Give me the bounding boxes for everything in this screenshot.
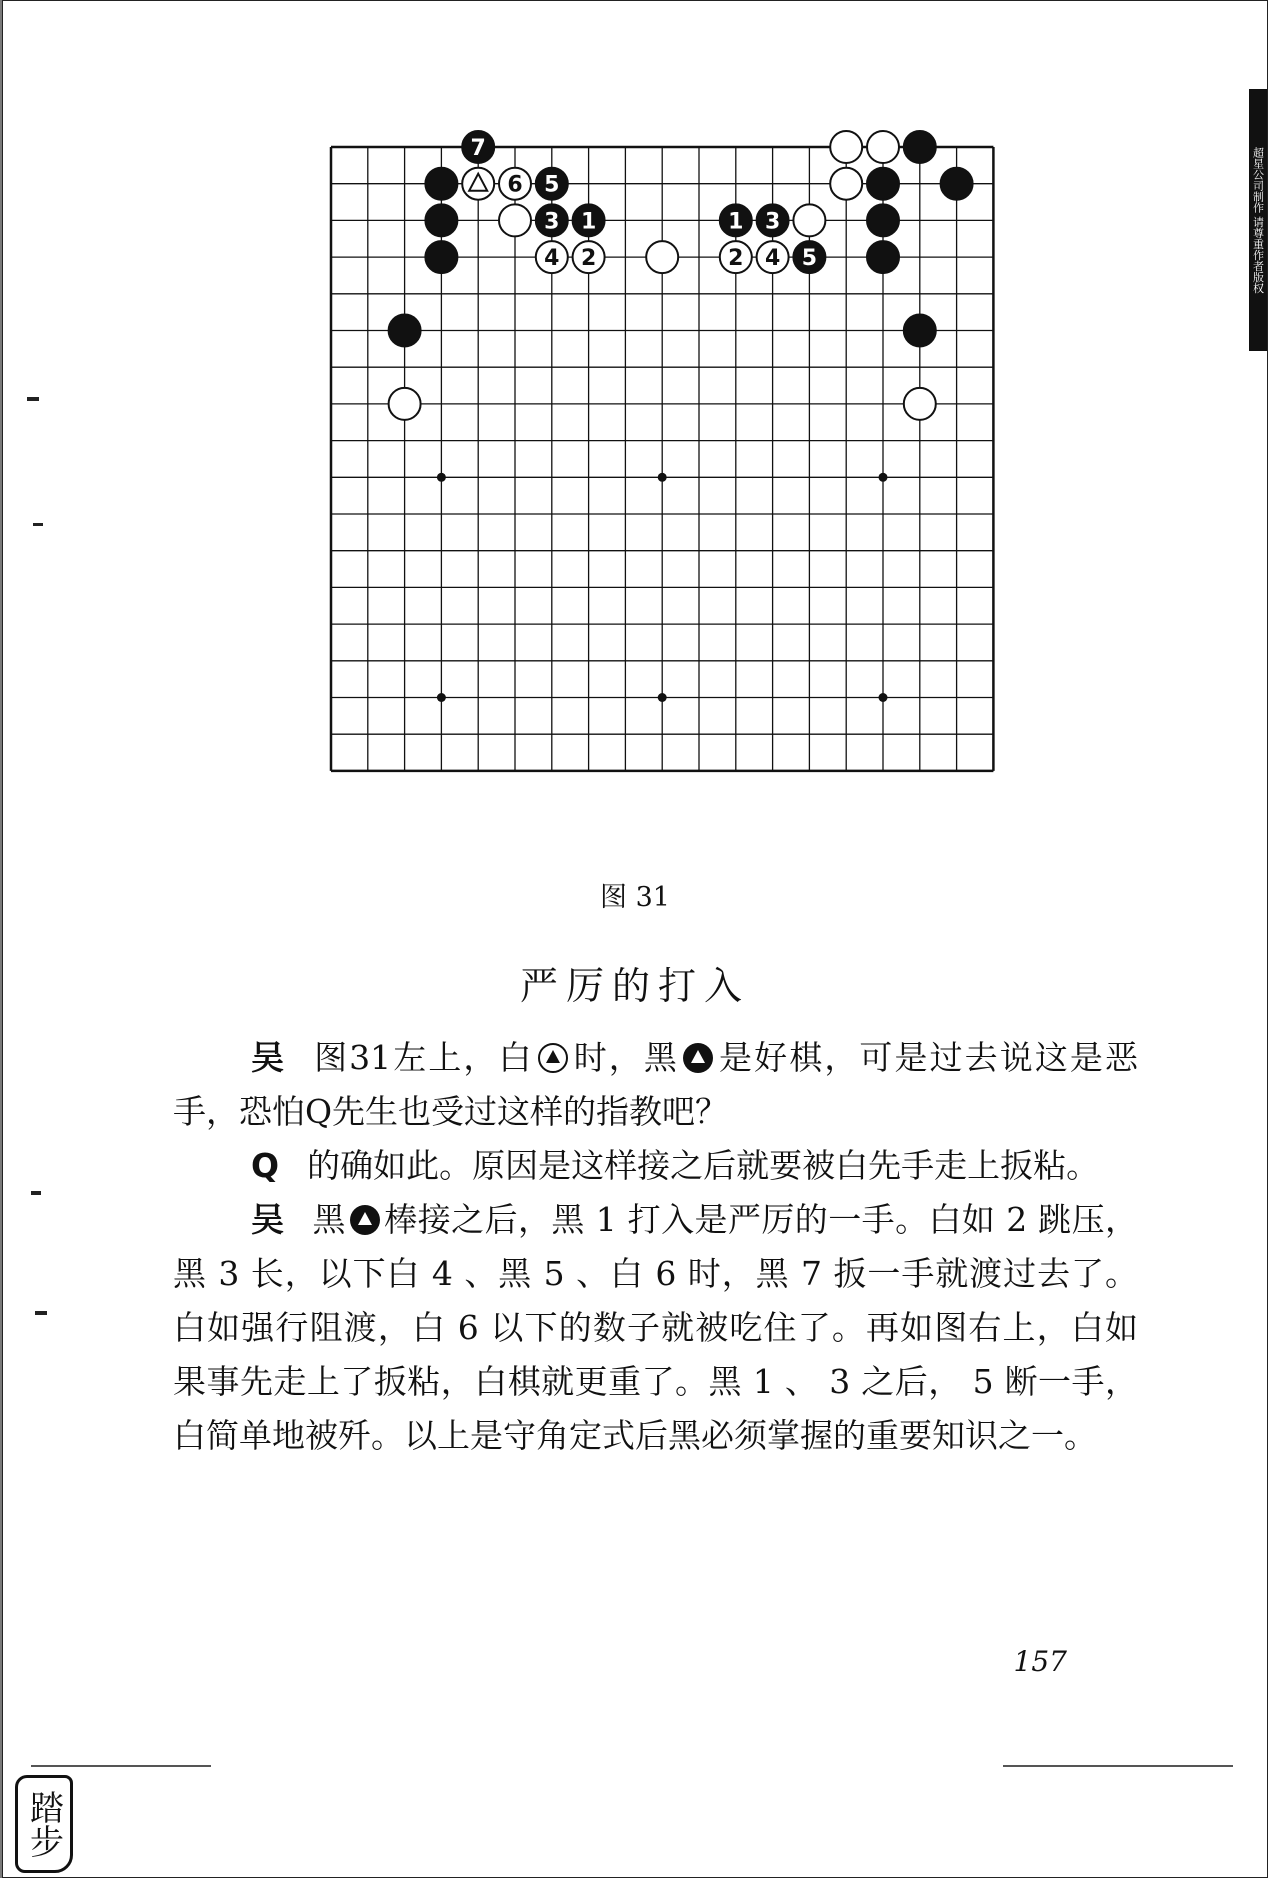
move-number: 2 [728, 246, 744, 272]
move-number: 5 [544, 172, 560, 198]
black-stone [425, 241, 457, 273]
page-number: 157 [1013, 1645, 1067, 1678]
scan-speck [27, 397, 39, 401]
footer-rule-left [31, 1765, 211, 1767]
star-point [437, 693, 446, 702]
go-board-diagram [323, 123, 1003, 823]
black-stone [904, 131, 936, 163]
move-number: 2 [580, 246, 597, 272]
black-stone [867, 168, 899, 200]
black-stone [867, 204, 899, 236]
speaker-label: Q [251, 1146, 280, 1185]
white-stone [646, 241, 678, 273]
scan-speck [31, 1191, 41, 1195]
scan-speck [33, 523, 43, 526]
speaker-label: 吴 [251, 1200, 285, 1239]
paragraph-2 [173, 1139, 1138, 1193]
white-stone [389, 388, 421, 420]
paragraph-text: 黑 [312, 1200, 346, 1239]
white-stone [793, 204, 825, 236]
figure-caption: 图 31 [600, 882, 670, 913]
seal-stamp: 踏步 [15, 1775, 73, 1873]
speaker-label: 吴 [251, 1038, 287, 1077]
scan-speck [35, 1311, 47, 1315]
side-banner: 超星公司制作 请尊重作者版权 [1249, 89, 1267, 351]
black-triangle-stone-icon [683, 1043, 713, 1073]
white-stone [904, 388, 936, 420]
black-stone [867, 241, 899, 273]
star-point [879, 473, 888, 482]
move-number: 4 [544, 246, 560, 272]
section-title: 严厉的打入 [519, 964, 750, 1008]
move-number: 3 [764, 209, 781, 235]
move-number: 4 [764, 246, 781, 272]
star-point [437, 473, 446, 482]
paragraph-text: 是好棋，可是过去说这是恶手，恐怕Q先生也受过这样的指教吧？ [173, 1038, 1139, 1131]
black-stone [389, 315, 421, 347]
white-stone [867, 131, 899, 163]
move-number: 1 [728, 209, 744, 235]
move-number: 3 [544, 209, 560, 235]
paragraph-text: 棒接之后，黑 1 打入是严厉的一手。白如 2 跳压，黑 3 长，以下白 4 、黑 5 、白 6 时，黑 7 扳一手就渡过去了。白如强行阻渡，白 6 以下的数子就被吃住了。再如图右上，白如果事先走上了扳粘，白棋就更重了。黑 1 、 3 之后， 5 断一手，白简单地被歼。以上是守角定式后黑必须掌握的重要知识之一。 [173, 1200, 1139, 1455]
body-text [173, 1031, 1138, 1463]
move-number: 7 [470, 136, 486, 161]
move-number: 1 [580, 209, 597, 235]
white-stone [499, 204, 531, 236]
white-triangle-stone-icon [538, 1043, 568, 1073]
paragraph-text: 的确如此。原因是这样接之后就要被白先手走上扳粘。 [307, 1146, 1100, 1185]
black-triangle-stone-icon [350, 1205, 380, 1235]
black-stone [425, 168, 457, 200]
paragraph-1 [173, 1031, 1138, 1139]
black-stone [425, 204, 457, 236]
book-page [2, 0, 1268, 1878]
white-stone [830, 131, 862, 163]
white-stone [830, 168, 862, 200]
paragraph-text: 图31左上，白 [314, 1038, 534, 1077]
star-point [658, 693, 667, 702]
paragraph-3 [173, 1193, 1138, 1463]
star-point [658, 473, 667, 482]
black-stone [904, 315, 936, 347]
footer-rule-right [1003, 1765, 1233, 1767]
black-stone [941, 168, 973, 200]
paragraph-text: 时，黑 [571, 1038, 679, 1077]
move-number: 6 [507, 172, 523, 198]
star-point [879, 693, 888, 702]
move-number: 5 [801, 246, 818, 272]
